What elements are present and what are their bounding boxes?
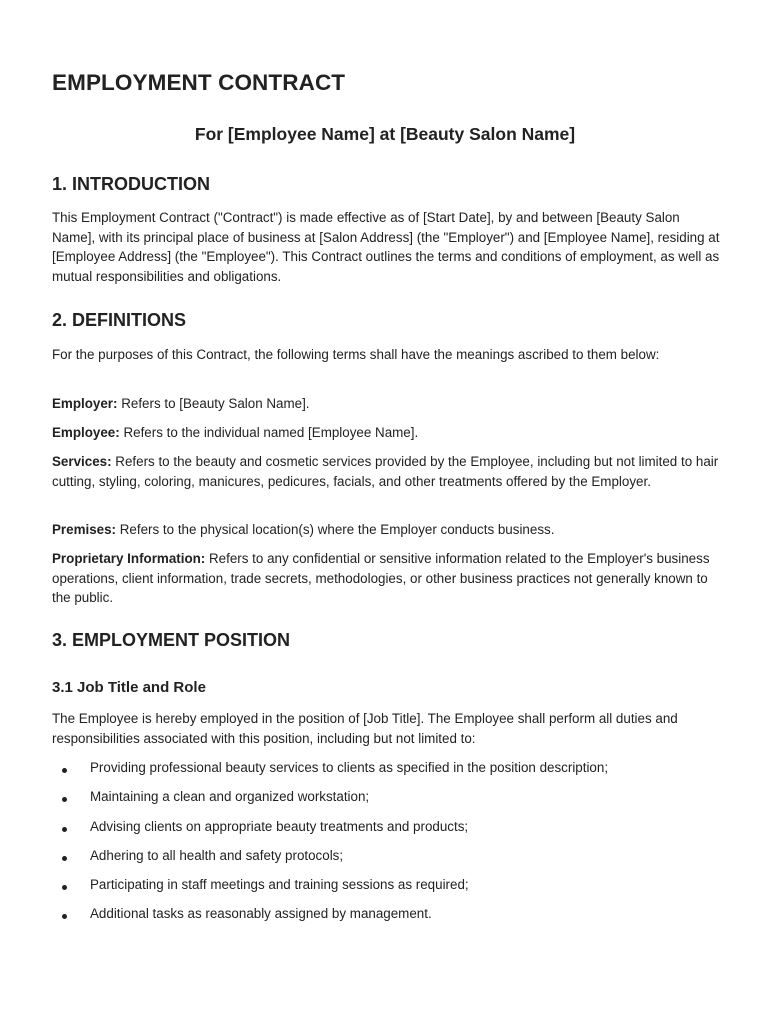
section-heading-employment-position: 3. EMPLOYMENT POSITION [52,630,291,650]
document-title: EMPLOYMENT CONTRACT [52,70,346,95]
subsection-heading-job-title-role: 3.1 Job Title and Role [52,679,206,696]
list-item [52,758,724,787]
definition-text: Refers to the beauty and cosmetic services provided by the Employee, including but not limited to hair cutting, styling, coloring, manicures, pedicures, facials, and other treatments offered by the Employer. [52,454,719,489]
list-item [52,817,724,846]
definition-term: Services: [52,454,112,469]
definition-term: Premises: [52,522,117,537]
definition-text: Refers to any confidential or sensitive information related to the Employer's business operations, client information, trade secrets, methodologies, or other business practices not generally known to the public. [52,551,710,606]
list-item-text: Maintaining a clean and organized workstation; [90,789,370,805]
definitions-intro: For the purposes of this Contract, the following terms shall have the meanings ascribed to them below: [52,347,660,362]
bullet-icon [62,885,67,890]
list-item [52,846,724,875]
list-item-text: Advising clients on appropriate beauty treatments and products; [90,818,469,834]
definition-employer [52,394,724,414]
definition-services [52,452,724,491]
definition-employee [52,423,724,443]
section-heading-definitions: 2. DEFINITIONS [52,310,187,330]
introduction-paragraph: This Employment Contract ("Contract") is made effective as of [Start Date], by and between [Beauty Salon Name], with its principal place of business at [Salon Address] (the "Employer") and [Employee Name], residing at [Employee Address] (the "Employee"). This Contract outlines the terms and conditions of employment, as well as mutual responsibilities and obligations. [52,210,720,284]
bullet-icon [62,797,67,802]
duties-list [52,758,724,934]
bullet-icon [62,768,67,773]
definition-term: Employer: [52,396,118,411]
definition-text: Refers to the individual named [Employee Name]. [123,425,419,440]
job-title-role-paragraph: The Employee is hereby employed in the position of [Job Title]. The Employee shall perform all duties and responsibilities associated with this position, including but not limited to: [52,711,678,746]
bullet-icon [62,827,67,832]
list-item-text: Participating in staff meetings and training sessions as required; [90,877,469,893]
list-item-text: Additional tasks as reasonably assigned by management. [90,906,432,922]
definition-term: Employee: [52,425,120,440]
list-item-text: Adhering to all health and safety protocols; [90,847,344,863]
definition-premises [52,520,724,540]
definition-text: Refers to the physical location(s) where the Employer conducts business. [119,522,555,537]
bullet-icon [62,914,67,919]
document-subtitle: For [Employee Name] at [Beauty Salon Name] [194,124,576,144]
definition-term: Proprietary Information: [52,551,206,566]
list-item [52,904,724,933]
list-item-text: Providing professional beauty services to clients as specified in the position description; [90,760,609,775]
list-item [52,875,724,904]
definition-text: Refers to [Beauty Salon Name]. [121,396,310,411]
section-heading-introduction: 1. INTRODUCTION [52,174,211,194]
list-item [52,787,724,816]
definition-proprietary-information [52,549,724,608]
bullet-icon [62,856,67,861]
